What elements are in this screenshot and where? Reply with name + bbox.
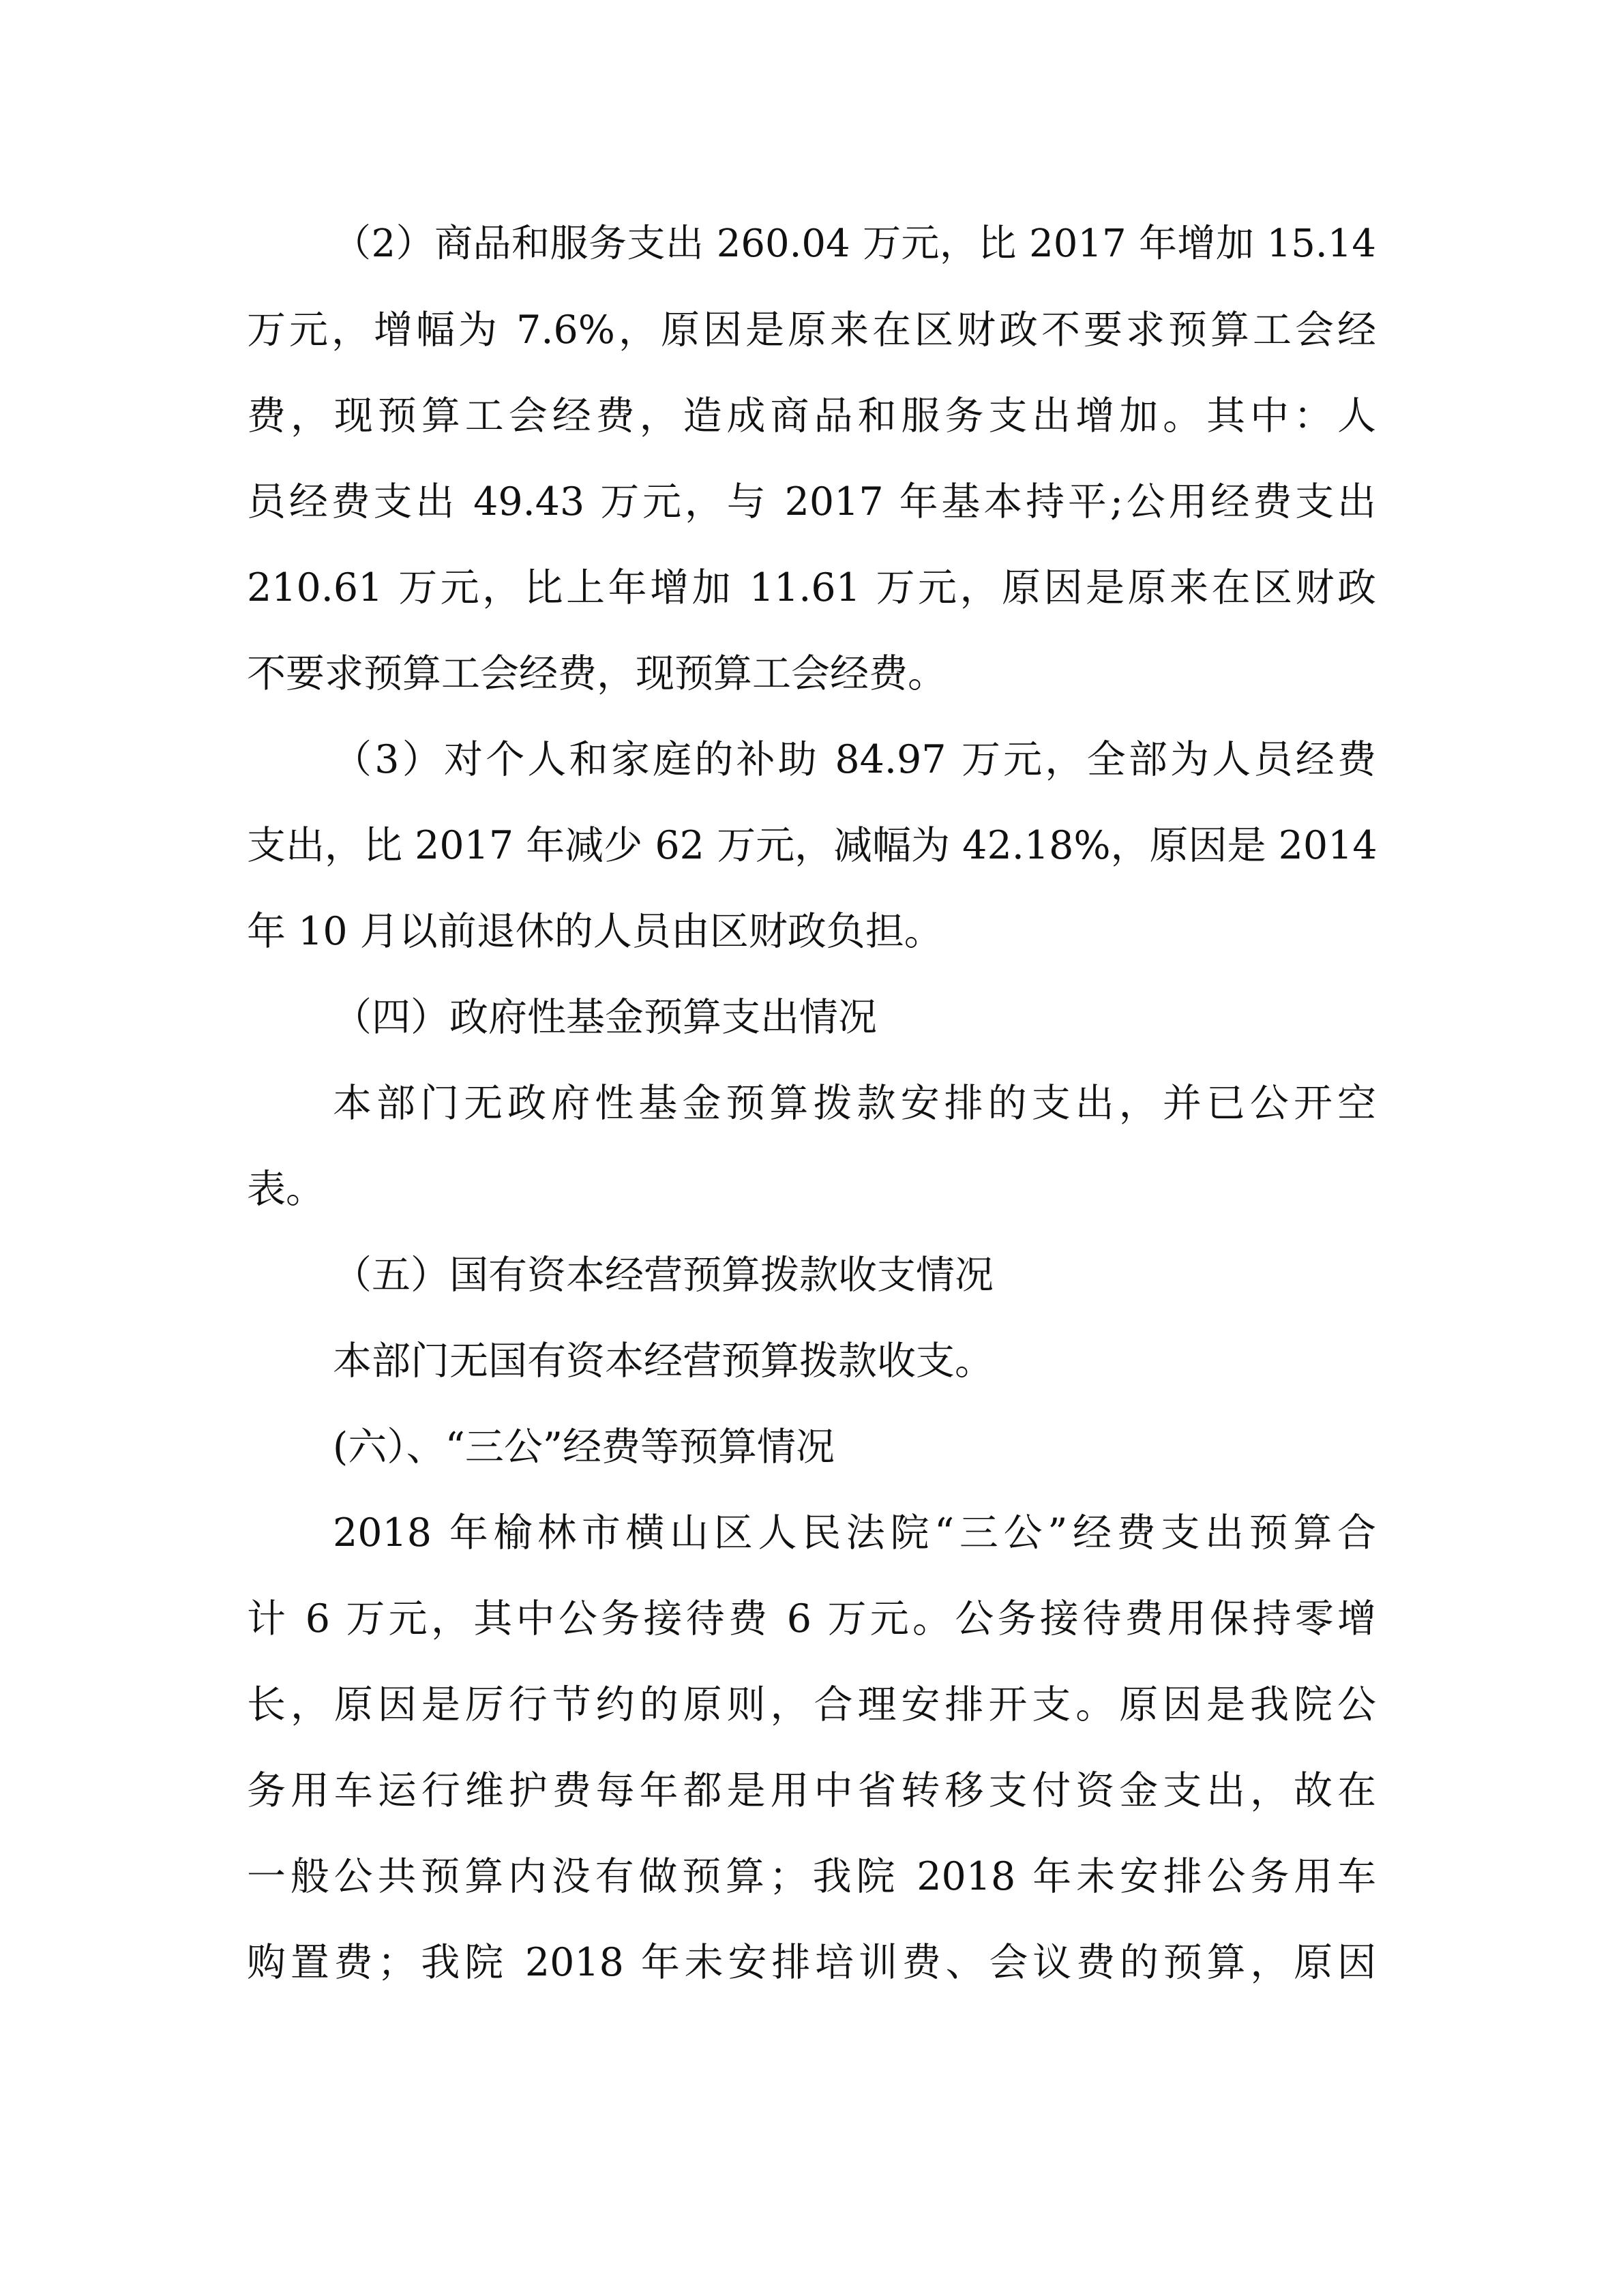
paragraph-line: 本部门无政府性基金预算拨款安排的支出，并已公开空: [333, 1081, 1376, 1126]
paragraph-line: 长，原因是厉行节约的原则，合理安排开支。原因是我院公: [247, 1682, 1376, 1727]
paragraph-line: 年 10 月以前退休的人员由区财政负担。: [247, 909, 943, 954]
paragraph-line: 210.61 万元，比上年增加 11.61 万元，原因是原来在区财政: [247, 565, 1376, 610]
paragraph-line: 购置费；我院 2018 年未安排培训费、会议费的预算，原因: [247, 1940, 1376, 1985]
section-heading: (六）、“三公”经费等预算情况: [333, 1425, 835, 1470]
section-heading: （五）国有资本经营预算拨款收支情况: [333, 1253, 994, 1298]
paragraph-line: 本部门无国有资本经营预算拨款收支。: [333, 1339, 994, 1384]
paragraph-line: 一般公共预算内没有做预算；我院 2018 年未安排公务用车: [247, 1854, 1376, 1899]
paragraph-line: （2）商品和服务支出 260.04 万元，比 2017 年增加 15.14: [333, 222, 1376, 266]
paragraph-line: 员经费支出 49.43 万元，与 2017 年基本持平;公用经费支出: [247, 479, 1376, 524]
section-heading: （四）政府性基金预算支出情况: [333, 995, 877, 1040]
paragraph-line: 表。: [247, 1167, 325, 1212]
paragraph-line: （3）对个人和家庭的补助 84.97 万元，全部为人员经费: [333, 737, 1376, 782]
paragraph-line: 计 6 万元，其中公务接待费 6 万元。公务接待费用保持零增: [247, 1596, 1376, 1641]
paragraph-line: 万元，增幅为 7.6%，原因是原来在区财政不要求预算工会经: [247, 308, 1376, 353]
paragraph-line: 支出，比 2017 年减少 62 万元，减幅为 42.18%，原因是 2014: [247, 823, 1378, 868]
paragraph-line: 务用车运行维护费每年都是用中省转移支付资金支出，故在: [247, 1768, 1376, 1813]
paragraph-line: 2018 年榆林市横山区人民法院“三公”经费支出预算合: [333, 1510, 1376, 1555]
paragraph-line: 不要求预算工会经费，现预算工会经费。: [247, 651, 947, 696]
paragraph-line: 费，现预算工会经费，造成商品和服务支出增加。其中：人: [247, 393, 1376, 438]
